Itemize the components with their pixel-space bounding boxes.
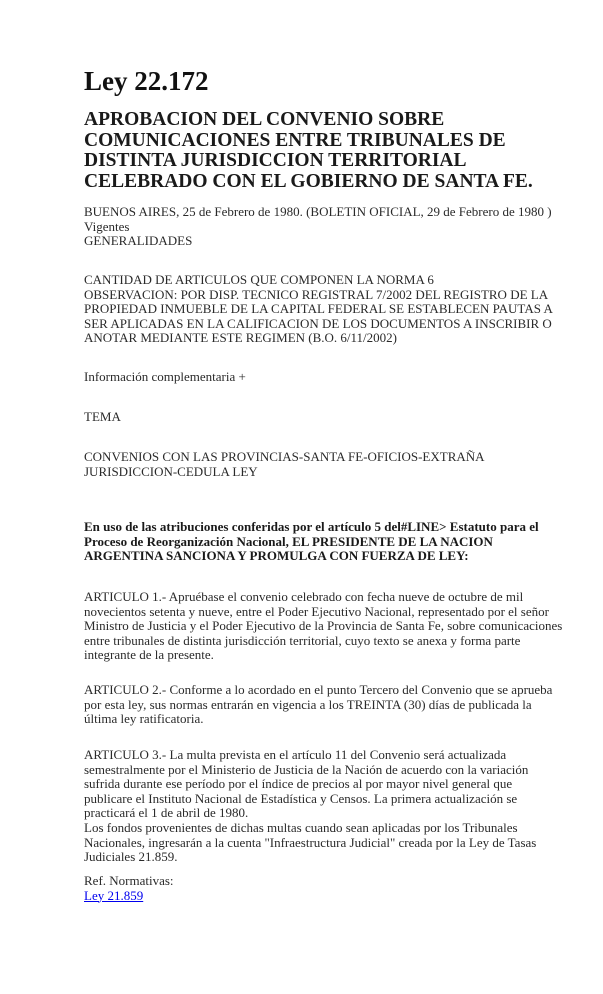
article-1	[84, 590, 584, 663]
article-2	[84, 683, 584, 727]
section-label: GENERALIDADES	[84, 233, 193, 249]
article-line: por esta ley, sus normas entrarán en vigencia a los TREINTA (30) días de publicada la	[84, 696, 532, 712]
tema-line: JURISDICCION-CEDULA LEY	[84, 463, 258, 479]
article-line: sufrida durante ese período por el índice de precios al por mayor nivel general que	[84, 776, 513, 792]
subtitle-line: CELEBRADO CON EL GOBIERNO DE SANTA FE.	[84, 170, 533, 192]
ref-normativas-label: Ref. Normativas:	[84, 873, 174, 888]
article-line: ARTICULO 1.- Apruébase el convenio celebrado con fecha nueve de octubre de mil	[84, 589, 524, 604]
publication-meta	[84, 205, 584, 249]
status-badge: Vigentes	[84, 218, 130, 234]
preamble-line: Proceso de Reorganización Nacional, EL PRESIDENTE DE LA NACION	[84, 533, 493, 549]
article-line: ARTICULO 3.- La multa prevista en el artículo 11 del Convenio será actualizada	[84, 747, 507, 762]
article-line: publicare el Instituto Nacional de Estadística y Censos. La primera actualización se	[84, 790, 518, 806]
tema-label: TEMA	[84, 409, 121, 424]
article-line: entre tribunales de distinta jurisdicción territorial, cuyo texto se anexa y forma parte	[84, 632, 521, 648]
date-line: BUENOS AIRES, 25 de Febrero de 1980. (BOLETIN OFICIAL, 29 de Febrero de 1980 )	[84, 204, 552, 219]
preamble	[84, 520, 584, 564]
tema-line: CONVENIOS CON LAS PROVINCIAS-SANTA FE-OFICIOS-EXTRAÑA	[84, 449, 485, 464]
article-line: practicará el 1 de abril de 1980.	[84, 805, 249, 821]
preamble-line: En uso de las atribuciones conferidas por el artículo 5 del#LINE> Estatuto para el	[84, 519, 539, 534]
observacion-line: PROPIEDAD INMUEBLE DE LA CAPITAL FEDERAL SE ESTABLECEN PAUTAS A	[84, 301, 553, 317]
ley-21859-link[interactable]: Ley 21.859	[84, 887, 144, 903]
subtitle-line: APROBACION DEL CONVENIO SOBRE	[84, 109, 445, 130]
preamble-line: ARGENTINA SANCIONA Y PROMULGA CON FUERZA DE LEY:	[84, 548, 469, 564]
observacion-line: OBSERVACION: POR DISP. TECNICO REGISTRAL 7/2002 DEL REGISTRO DE LA	[84, 286, 549, 302]
article-line: Los fondos provenientes de dichas multas cuando sean aplicadas por los Tribunales	[84, 819, 518, 835]
subtitle-line: COMUNICACIONES ENTRE TRIBUNALES DE	[84, 129, 506, 151]
law-subtitle	[84, 110, 564, 192]
page-title: Ley 22.172	[84, 66, 209, 96]
article-line: novecientos setenta y nueve, entre el Poder Ejecutivo Nacional, representado por el señor	[84, 603, 549, 619]
generalidades-block	[84, 273, 584, 346]
article-line: integrante de la presente.	[84, 647, 214, 663]
subtitle-line: DISTINTA JURISDICCION TERRITORIAL	[84, 150, 467, 171]
tema-block	[84, 450, 584, 479]
article-line: Judiciales 21.859.	[84, 849, 178, 865]
observacion-line: SER APLICADAS EN LA CALIFICACION DE LOS DOCUMENTOS A INSCRIBIR O	[84, 315, 552, 331]
tema-heading	[84, 410, 584, 425]
article-line: semestralmente por el Ministerio de Justicia de la Nación de acuerdo con la variación	[84, 761, 529, 777]
article-line: Ministro de Justicia y el Poder Ejecutivo de la Provincia de Santa Fe, sobre comunicaciones	[84, 618, 563, 634]
article-count: CANTIDAD DE ARTICULOS QUE COMPONEN LA NORMA 6	[84, 272, 434, 287]
article-line: Nacionales, ingresarán a la cuenta "Infraestructura Judicial" creada por la Ley de Tasas	[84, 834, 537, 850]
ref-normativas	[84, 874, 584, 903]
info-complementaria-label[interactable]: Información complementaria +	[84, 369, 246, 384]
article-line: última ley ratificatoria.	[84, 711, 204, 727]
article-3	[84, 748, 584, 865]
info-complementaria-toggle[interactable]	[84, 370, 584, 385]
observacion-line: ANOTAR MEDIANTE ESTE REGIMEN (B.O. 6/11/2002)	[84, 330, 397, 346]
article-line: ARTICULO 2.- Conforme a lo acordado en el punto Tercero del Convenio que se aprueba	[84, 682, 553, 697]
